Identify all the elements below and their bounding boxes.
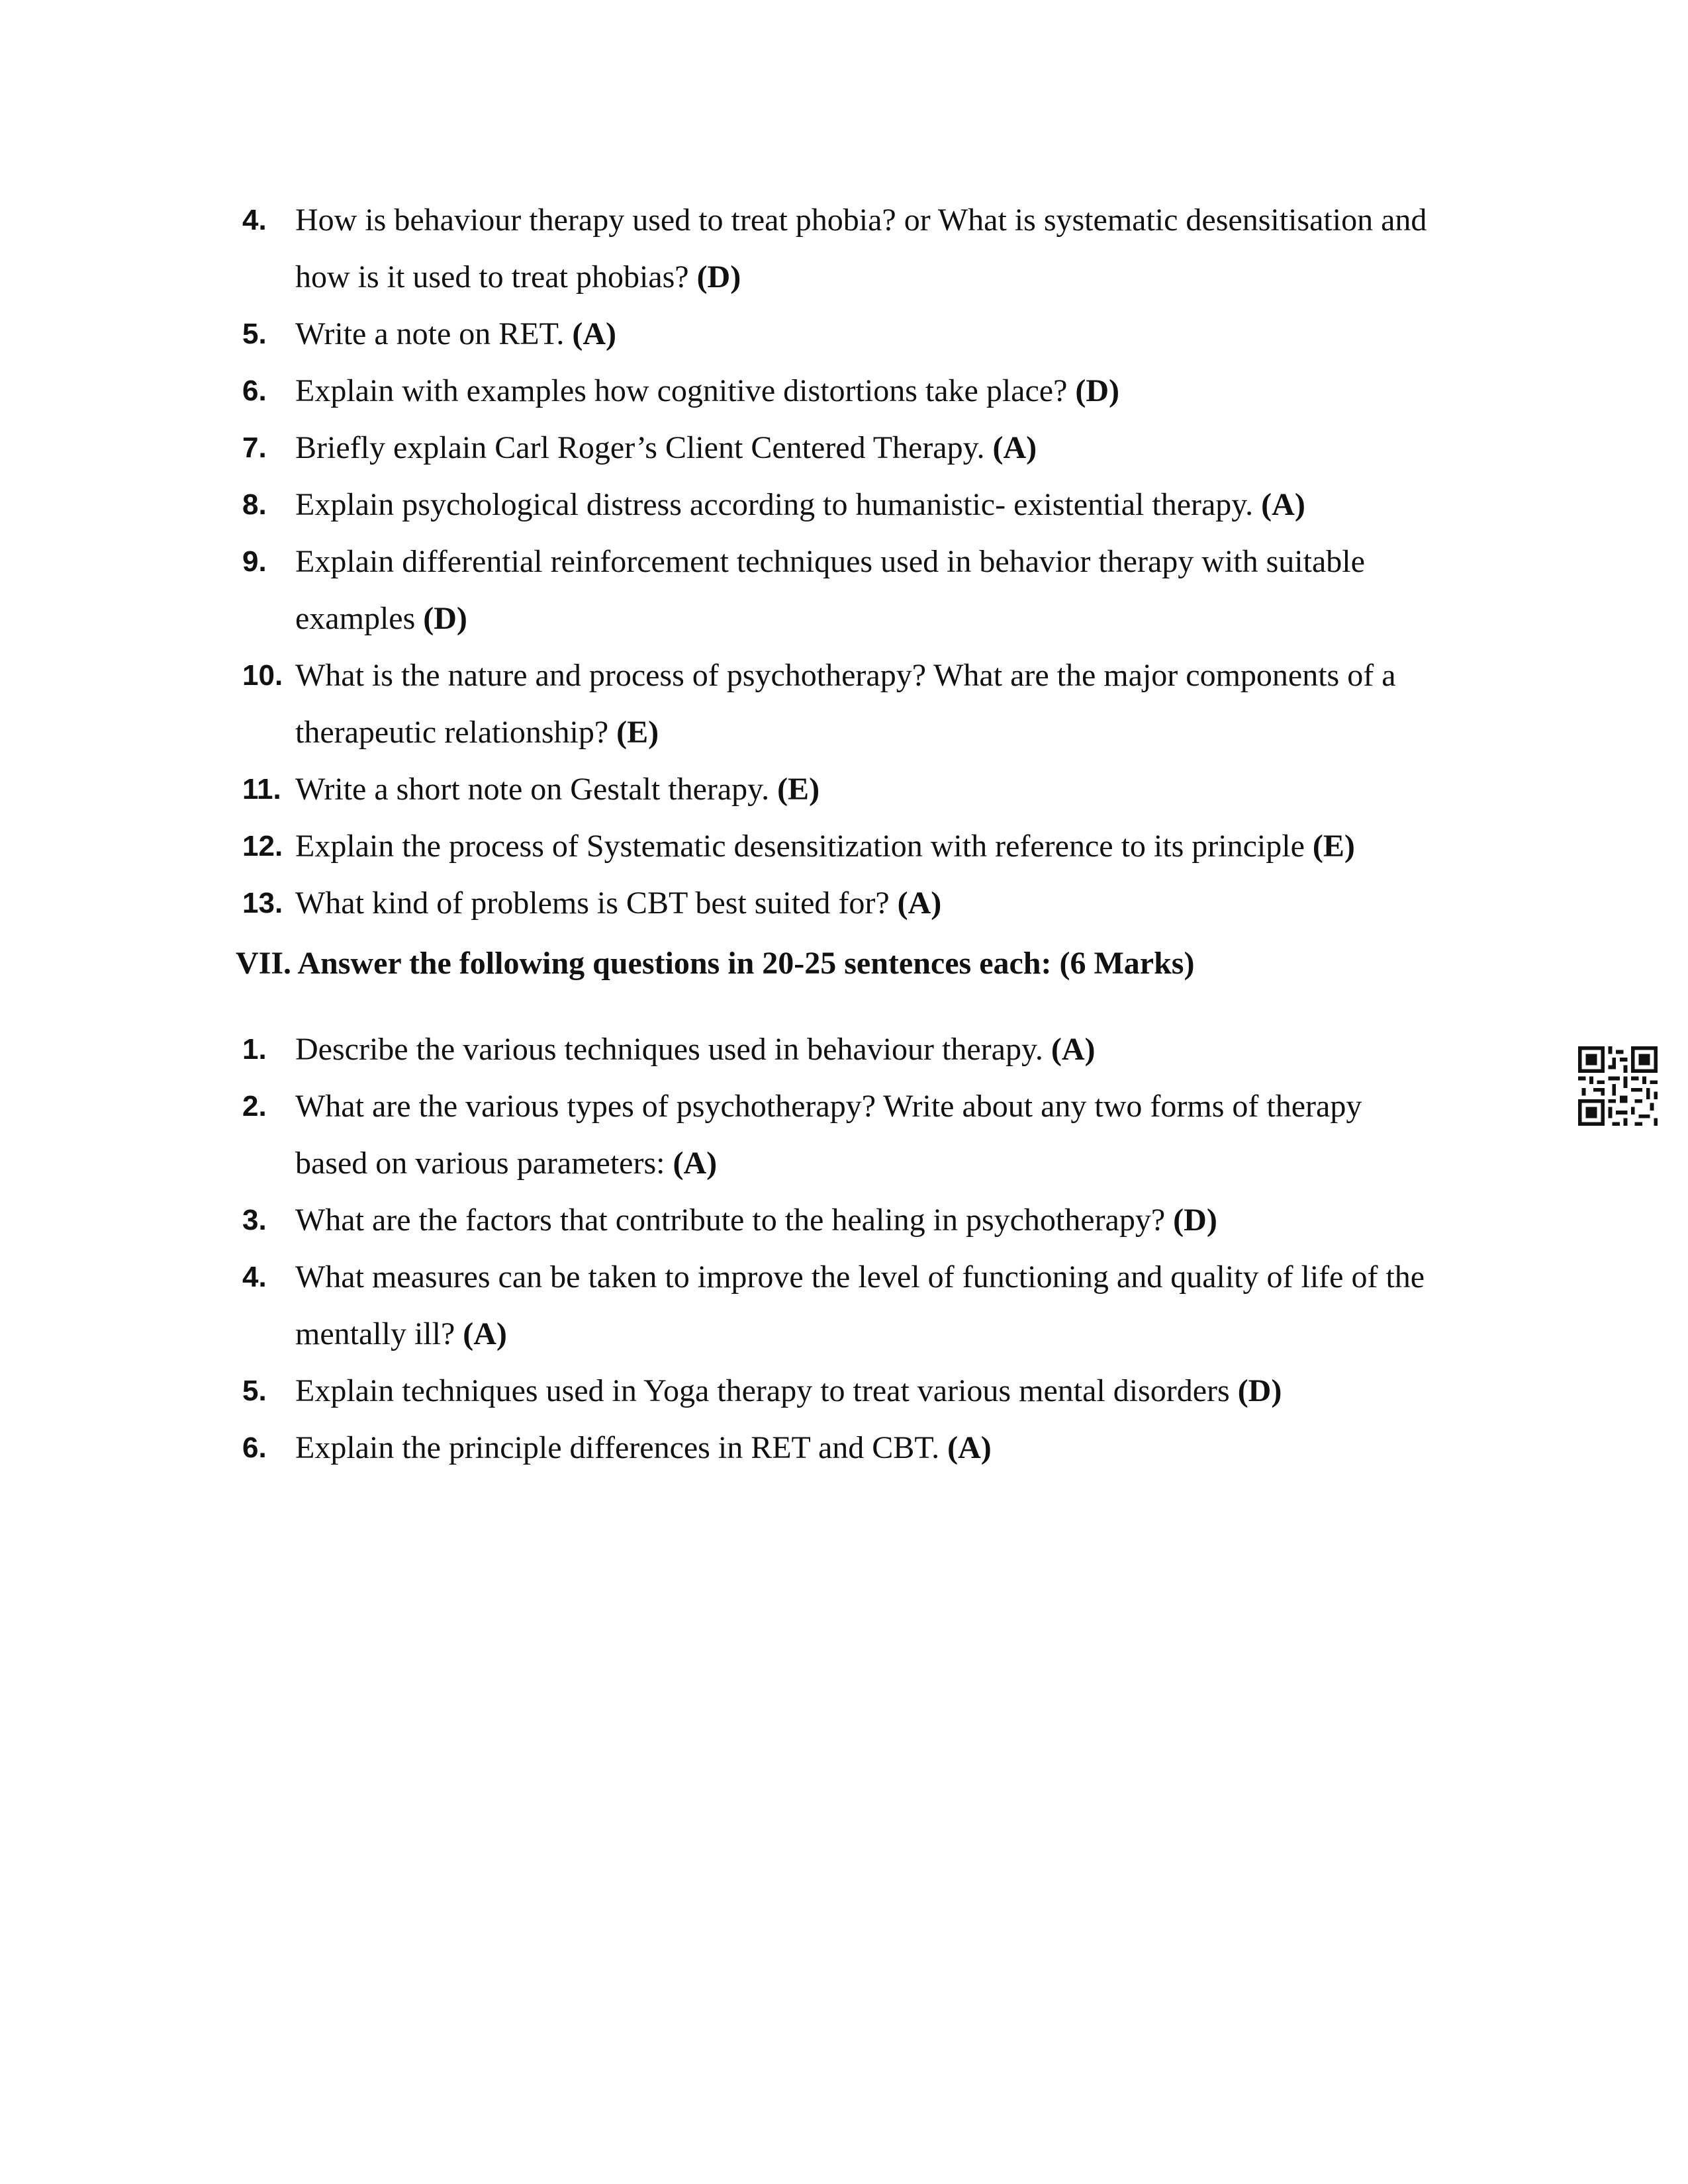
question-number: 12. <box>242 830 283 862</box>
question-text: Describe the various techniques used in behaviour therapy. <box>295 1032 1043 1067</box>
question-item <box>0 192 1434 306</box>
difficulty-level: (D) <box>696 259 741 295</box>
difficulty-level: (D) <box>1075 373 1120 408</box>
question-number: 5. <box>242 318 267 350</box>
question-list-section-vi <box>0 192 1688 932</box>
question-number: 6. <box>242 1432 267 1464</box>
difficulty-level: (A) <box>947 1430 992 1465</box>
question-item <box>0 1078 1434 1192</box>
question-text: Explain psychological distress according to humanistic- existential therapy. <box>295 487 1254 522</box>
qr-code-icon <box>1578 1046 1658 1126</box>
difficulty-level: (E) <box>1312 829 1355 864</box>
question-item <box>0 647 1434 761</box>
question-number: 1. <box>242 1033 267 1066</box>
question-text: Explain the process of Systematic desensitization with reference to its principle <box>295 829 1305 864</box>
question-item <box>0 761 1434 818</box>
question-text: What are the various types of psychotherapy? Write about any two forms of therapy based on various parameters: <box>295 1089 1362 1181</box>
question-text: Write a short note on Gestalt therapy. <box>295 772 770 807</box>
question-number: 5. <box>242 1375 267 1407</box>
question-item <box>0 306 1434 363</box>
difficulty-level: (A) <box>572 316 617 351</box>
difficulty-level: (D) <box>1237 1373 1282 1408</box>
question-number: 2. <box>242 1090 267 1122</box>
question-text: Explain differential reinforcement techniques used in behavior therapy with suitable examples <box>295 544 1365 636</box>
difficulty-level: (E) <box>777 772 820 807</box>
question-item <box>0 533 1434 647</box>
question-text: What kind of problems is CBT best suited for? <box>295 886 890 921</box>
difficulty-level: (D) <box>1173 1203 1217 1238</box>
question-item <box>0 875 1434 932</box>
difficulty-level: (A) <box>992 430 1037 465</box>
question-item <box>0 1363 1434 1420</box>
question-number: 3. <box>242 1204 267 1236</box>
difficulty-level: (D) <box>423 601 467 636</box>
question-text: What is the nature and process of psychotherapy? What are the major components of a therapeutic relationship? <box>295 658 1396 750</box>
question-number: 10. <box>242 659 283 692</box>
question-number: 4. <box>242 204 267 236</box>
question-number: 13. <box>242 887 283 919</box>
question-text: Explain with examples how cognitive distortions take place? <box>295 373 1068 408</box>
question-list-section-vii <box>0 1021 1688 1477</box>
question-text: Explain techniques used in Yoga therapy to treat various mental disorders <box>295 1373 1230 1408</box>
question-item <box>0 477 1434 533</box>
question-item <box>0 818 1434 875</box>
question-item <box>0 1249 1434 1363</box>
question-text: How is behaviour therapy used to treat phobia? or What is systematic desensitisation and how is it used to treat phobias? <box>295 203 1427 295</box>
question-text: Write a note on RET. <box>295 316 565 351</box>
question-number: 11. <box>242 773 281 805</box>
question-number: 9. <box>242 545 267 578</box>
difficulty-level: (A) <box>1261 487 1305 522</box>
difficulty-level: (A) <box>673 1146 718 1181</box>
question-item <box>0 420 1434 477</box>
question-text: Explain the principle differences in RET and CBT. <box>295 1430 940 1465</box>
question-item <box>0 363 1434 420</box>
question-text: Briefly explain Carl Roger’s Client Centered Therapy. <box>295 430 985 465</box>
difficulty-level: (A) <box>897 886 942 921</box>
question-number: 4. <box>242 1261 267 1293</box>
section-heading: VII. Answer the following questions in 20-25 sentences each: (6 Marks) <box>236 946 1195 981</box>
question-number: 7. <box>242 432 267 464</box>
question-number: 8. <box>242 488 267 521</box>
question-item <box>0 1192 1434 1249</box>
difficulty-level: (E) <box>616 715 659 750</box>
difficulty-level: (A) <box>1051 1032 1096 1067</box>
question-item <box>0 1420 1434 1477</box>
question-number: 6. <box>242 375 267 407</box>
question-text: What are the factors that contribute to the healing in psychotherapy? <box>295 1203 1166 1238</box>
question-text: What measures can be taken to improve the level of functioning and quality of life of the mentally ill? <box>295 1259 1425 1351</box>
difficulty-level: (A) <box>463 1316 507 1351</box>
question-item <box>0 1021 1434 1078</box>
